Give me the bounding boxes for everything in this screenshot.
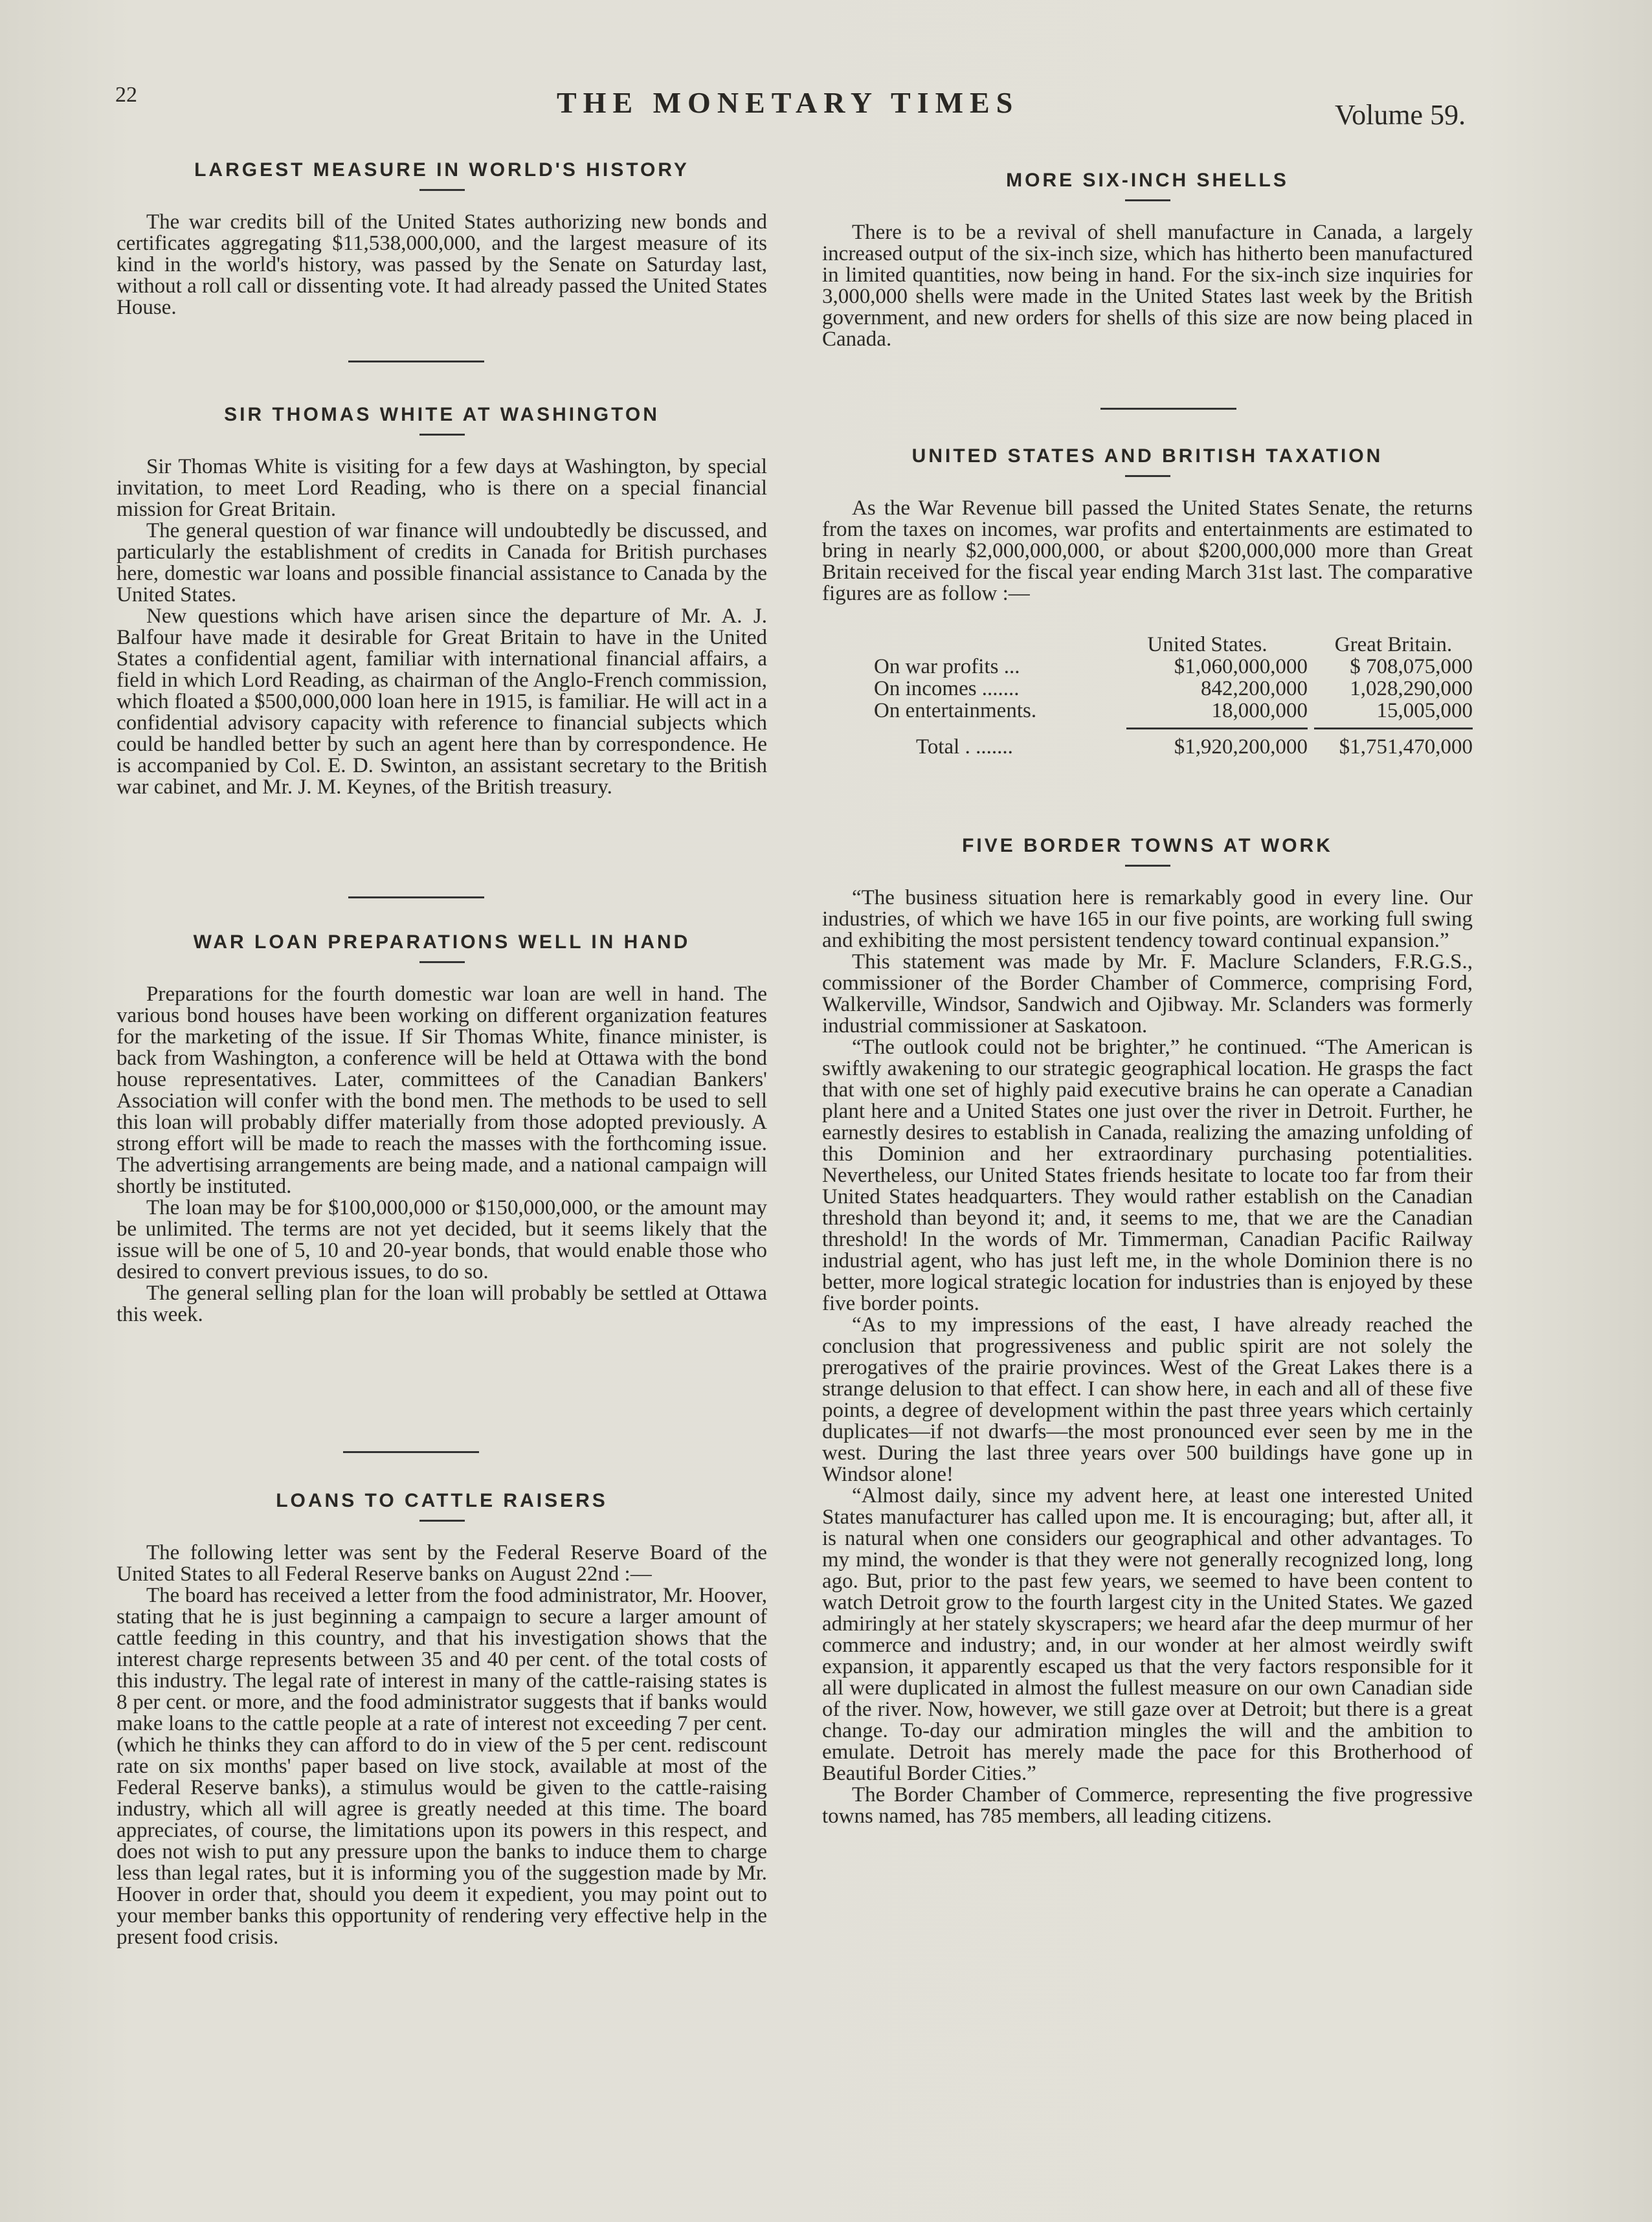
article-headline: UNITED STATES AND BRITISH TAXATION [911,445,1383,467]
gb-total: $1,751,470,000 [1339,735,1473,759]
article-headline: MORE SIX-INCH SHELLS [1006,170,1289,191]
article-headline: LOANS TO CATTLE RAISERS [276,1490,608,1511]
article-paragraph: The general selling plan for the loan will probably be settled at Ottawa this week. [117,1282,767,1326]
article-headline: SIR THOMAS WHITE AT WASHINGTON [224,404,660,425]
us-value: 18,000,000 [1211,699,1308,722]
table-row [822,699,1473,722]
us-value: 842,200,000 [1201,677,1308,700]
article-separator [343,1451,479,1453]
article-paragraph: Sir Thomas White is visiting for a few days at Washington, by special invitation, to meet Lord Reading, who is there on a special financial mission for Great Britain. [117,455,767,521]
row-label: On incomes ....... [874,677,1020,700]
article-paragraph: “Almost daily, since my advent here, at least one interested United States manufacturer has called upon me. It is encouraging; but, after all, it is natural when one considers our geographical and other advantages. To my mind, the wonder is that they were not generally recognized long, long ago. But, prior to the past few years, we seemed to have been content to watch Detroit grow to the fourth largest city in the United States. We gazed admiringly at her stately skyscrapers; we heard afar the deep murmur of her commerce and industry; and, in our wonder at her almost weirdly swift expansion, it apparently escaped us that the very factors responsible for it all were duplicated in almost the fullest measure on our own Canadian side of the river. Now, however, we still gaze over at Detroit; but there is a great change. To-day our admiration mingles the will and the ambition to emulate. Detroit has merely made the pace for this Brotherhood of Beautiful Border Cities.” [822,1484,1473,1785]
gb-value: 1,028,290,000 [1350,677,1473,700]
article-paragraph: The loan may be for $100,000,000 or $150,000,000, or the amount may be unlimited. The terms are not yet decided, but it seems likely that the issue will be one of 5, 10 and 20-year bonds, that would enable those who desired to convert previous issues, to do so. [117,1196,767,1283]
article-largest-measure [117,159,767,318]
total-label: Total . ....... [916,735,1013,759]
headline-rule [1125,475,1170,477]
publication-title: THE MONETARY TIMES [557,86,1020,119]
headline-rule [419,189,465,191]
article-cattle-raisers [117,1490,767,1948]
volume-label: Volume 59. [1335,99,1466,131]
article-paragraph: New questions which have arisen since the departure of Mr. A. J. Balfour have made it desirable for Great Britain to have in the United States a confidential agent, familiar with international financial affairs, a field in which Lord Reading, as chairman of the Anglo-French commission, which floated a $500,000,000 loan here in 1915, is familiar. He will act in a confidential advisory capacity with reference to financial subjects which could be handled better by such an agent here than by correspondence. He is accompanied by Col. E. D. Swinton, an assistant secretary to the British war cabinet, and Mr. J. M. Keynes, of the British treasury. [117,605,767,799]
table-total-row [822,735,1473,759]
article-paragraph: The war credits bill of the United States authorizing new bonds and certificates aggregating $11,538,000,000, and the largest measure of its kind in the world's history, was passed by the Senate on Saturday last, without a roll call or dissenting vote. It had already passed the United States House. [117,210,767,319]
us-total: $1,920,200,000 [1174,735,1308,759]
headline-rule [419,434,465,436]
article-paragraph: Preparations for the fourth domestic war loan are well in hand. The various bond houses have been working on different organization features for the marketing of the issue. If Sir Thomas White, finance minister, is back from Washington, a conference will be held at Ottawa with the bond house representatives. Later, committees of the Canadian Bankers' Association will confer with the bond men. The methods to be used to sell this loan will probably differ materially from those adopted previously. A strong effort will be made to reach the masses with the forthcoming issue. The advertising arrangements are being made, and a national campaign will shortly be instituted. [117,983,767,1198]
article-paragraph: The board has received a letter from the food administrator, Mr. Hoover, stating that he is just beginning a campaign to secure a larger amount of cattle feeding in this country, and that his investigation shows that the interest charge represents between 35 and 40 per cent. of the total costs of this industry. The legal rate of interest in many of the cattle-raising states is 8 per cent. or more, and the food administrator suggests that if banks would make loans to the cattle people at a rate of interest not exceeding 7 per cent. (which he thinks they can afford to do in view of the 5 per cent. rediscount rate on six months' paper based on live stock, available at most of the Federal Reserve banks), a stimulus would be given to the cattle-raising industry, which all will agree is greatly needed at this time. The board appreciates, of course, the limitations upon its powers in this respect, and does not wish to put any pressure upon the banks to induce them to charge less than legal rates, but it is informing you of the suggestion made by Mr. Hoover in order that, should you deem it expedient, you may point out to your member banks this opportunity of rendering very effective help in the present food crisis. [117,1584,767,1949]
article-separator [348,896,484,898]
taxation-table [822,633,1473,775]
article-paragraph: “As to my impressions of the east, I have already reached the conclusion that progressiveness and public spirit are not solely the prerogatives of the prairie provinces. West of the Great Lakes there is a strange delusion to that effect. I can show here, in each and all of these five points, a degree of development within the past three years which certainly duplicates—if not dwarfs—the most pronounced ever seen by me in the west. During the last three years over 500 buildings have gone up in Windsor alone! [822,1313,1473,1486]
gb-value: $ 708,075,000 [1350,655,1473,678]
column-header: Great Britain. [1334,633,1453,656]
table-row [822,655,1473,678]
gb-value: 15,005,000 [1376,699,1473,722]
article-paragraph: “The outlook could not be brighter,” he continued. “The American is swiftly awakening to our strategic geographical location. He grasps the fact that with one set of highly paid executive brains he can operate a Canadian plant here and a United States one just over the river in Detroit. Further, he earnestly desires to establish in Canada, realizing the amazing unfolding of this Dominion and her extraordinary purchasing potentialities. Nevertheless, our United States friends hesitate to locate too far from their United States headquarters. They would rather establish on the Canadian threshold than beyond it; and, it seems to me, that we are the Canadian threshold! In the words of Mr. Timmerman, Canadian Pacific Railway industrial agent, who has just left me, in the whole Dominion there is no better, more logical strategic location for industries than is enjoyed by these five border points. [822,1036,1473,1315]
article-sir-thomas-white [117,404,767,798]
article-border-towns [822,835,1473,1827]
article-war-loan [117,931,767,1326]
sum-rule [1314,728,1473,729]
article-headline: FIVE BORDER TOWNS AT WORK [962,835,1333,856]
article-six-inch-shells [822,170,1473,350]
sum-rule [1126,728,1308,729]
article-paragraph: “The business situation here is remarkably good in every line. Our industries, of which we have 165 in our five points, are working full swing and exhibiting the most persistent tendency toward continual expansion.” [822,886,1473,952]
row-label: On war profits ... [874,655,1020,678]
headline-rule [1125,865,1170,867]
article-paragraph: There is to be a revival of shell manufacture in Canada, a largely increased output of the six-inch size, which has hitherto been manufactured in limited quantities, now being in hand. For the six-inch size inquiries for 3,000,000 shells were made in the United States last week by the British government, and new orders for shells of this size are now being placed in Canada. [822,221,1473,351]
article-paragraph: As the War Revenue bill passed the United States Senate, the returns from the taxes on incomes, war profits and entertainments are estimated to bring in nearly $2,000,000,000, or about $200,000,000 more than Great Britain received for the fiscal year ending March 31st last. The comparative figures are as follow :— [822,496,1473,605]
headline-rule [1125,199,1170,201]
headline-rule [419,1520,465,1522]
article-paragraph: The general question of war finance will undoubtedly be discussed, and particularly the establishment of credits in Canada for British purchases here, domestic war loans and possible financial assistance to Canada by the United States. [117,519,767,606]
article-separator [348,361,484,362]
row-label: On entertainments. [874,699,1037,722]
table-header-row [822,633,1473,656]
article-paragraph: The Border Chamber of Commerce, representing the five progressive towns named, has 785 members, all leading citizens. [822,1783,1473,1828]
page-number: 22 [115,83,137,107]
article-headline: LARGEST MEASURE IN WORLD'S HISTORY [194,159,689,181]
article-taxation [822,445,1473,605]
article-separator [1100,408,1236,410]
us-value: $1,060,000,000 [1174,655,1308,678]
table-row [822,677,1473,700]
article-headline: WAR LOAN PREPARATIONS WELL IN HAND [193,931,691,953]
article-paragraph: This statement was made by Mr. F. Maclure Sclanders, F.R.G.S., commissioner of the Border Chamber of Commerce, comprising Ford, Walkerville, Windsor, Sandwich and Ojibway. Mr. Sclanders was formerly industrial commissioner at Saskatoon. [822,950,1473,1038]
article-paragraph: The following letter was sent by the Federal Reserve Board of the United States to all Federal Reserve banks on August 22nd :— [117,1541,767,1586]
headline-rule [419,961,465,963]
column-header: United States. [1147,633,1267,656]
